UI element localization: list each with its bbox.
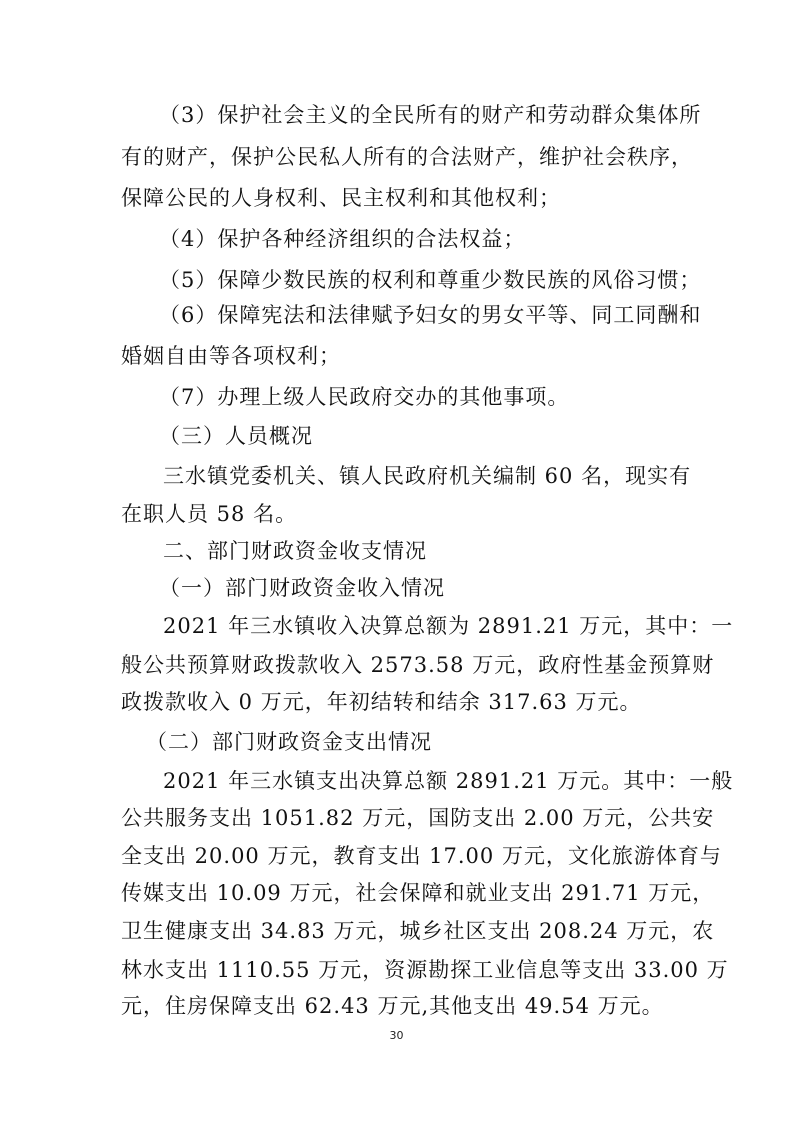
- text-line: 卫生健康支出 34.83 万元，城乡社区支出 208.24 万元，农: [121, 919, 715, 943]
- section-heading: （二）部门财政资金支出情况: [146, 730, 432, 754]
- text-line: （4）保护各种经济组织的合法权益；: [159, 227, 526, 251]
- section-heading: （三）人员概况: [159, 424, 313, 448]
- text-line: 公共服务支出 1051.82 万元，国防支出 2.00 万元，公共安: [121, 806, 715, 830]
- text-line: 传媒支出 10.09 万元，社会保障和就业支出 291.71 万元，: [121, 881, 715, 905]
- text-line: 元，住房保障支出 62.43 万元,其他支出 49.54 万元。: [121, 994, 664, 1018]
- text-line: 有的财产，保护公民私人所有的合法财产，维护社会秩序，: [121, 145, 693, 169]
- text-line: 2021 年三水镇收入决算总额为 2891.21 万元，其中：一: [163, 614, 734, 638]
- text-line: 全支出 20.00 万元，教育支出 17.00 万元，文化旅游体育与: [121, 844, 722, 868]
- text-line: （7）办理上级人民政府交办的其他事项。: [159, 385, 570, 409]
- text-line: 婚姻自由等各项权利；: [121, 344, 341, 368]
- text-line: （6）保障宪法和法律赋予妇女的男女平等、同工同酬和: [159, 303, 702, 327]
- text-line: 2021 年三水镇支出决算总额 2891.21 万元。其中：一般: [163, 769, 734, 793]
- text-line: 在职人员 58 名。: [121, 502, 298, 526]
- text-line: 保障公民的人身权利、民主权利和其他权利；: [121, 186, 561, 210]
- text-line: 林水支出 1110.55 万元，资源勘探工业信息等支出 33.00 万: [121, 958, 729, 982]
- section-heading: （一）部门财政资金收入情况: [159, 576, 445, 600]
- text-line: 政拨款收入 0 万元，年初结转和结余 317.63 万元。: [121, 690, 642, 714]
- text-line: （3）保护社会主义的全民所有的财产和劳动群众集体所: [159, 103, 702, 127]
- section-heading: 二、部门财政资金收支情况: [163, 539, 427, 563]
- page-number: 30: [389, 1029, 404, 1042]
- text-line: 三水镇党委机关、镇人民政府机关编制 60 名，现实有: [163, 464, 692, 488]
- text-line: （5）保障少数民族的权利和尊重少数民族的风俗习惯；: [159, 268, 702, 292]
- text-line: 般公共预算财政拨款收入 2573.58 万元，政府性基金预算财: [121, 653, 715, 677]
